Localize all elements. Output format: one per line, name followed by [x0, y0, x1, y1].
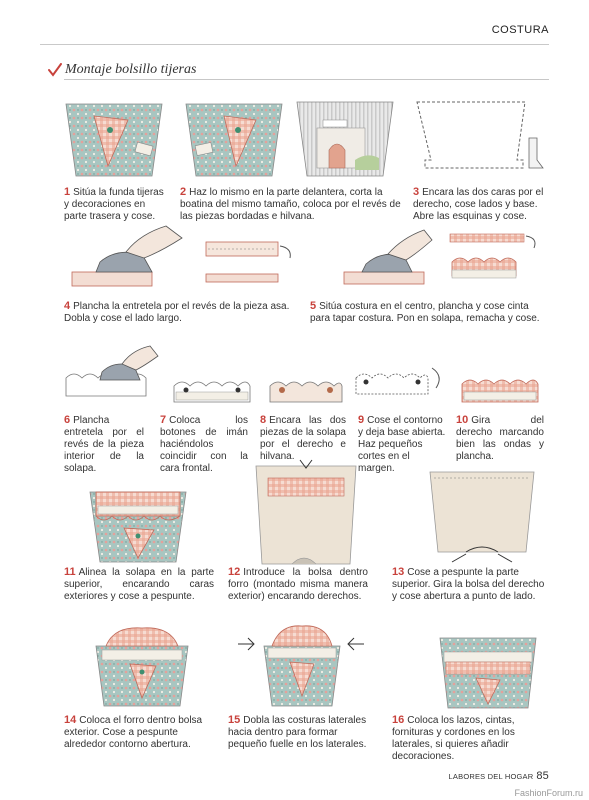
- step-5: 5 Sitúa costura en el centro, plancha y cose cinta para tapar costura. Pon en solapa, remacha y cose.: [310, 300, 540, 324]
- step-8: 8 Encara las dos piezas de la solapa por el derecho e hilvana.: [260, 414, 346, 462]
- section-label: COSTURA: [491, 24, 549, 36]
- step-14: 14 Coloca el forro dentro bolsa exterior. Cose a pespunte alrededor contorno abertura.: [64, 714, 203, 750]
- illustration-step-10: [460, 372, 540, 406]
- step-16: 16 Coloca los lazos, cintas, fornituras y cordones en los laterales, si quieres añadir decoraciones.: [392, 714, 515, 762]
- step-13: 13 Cose a pespunte la parte superior. Gira la bolsa del derecho y cose abertura a punto de lado.: [392, 566, 545, 602]
- step-6: 6 Plancha entretela por el revés de la pieza interior de la solapa.: [64, 414, 144, 474]
- illustration-step-5b: [448, 230, 548, 294]
- illustration-step-4b: [204, 234, 304, 290]
- illustration-step-13: [426, 466, 538, 566]
- title-divider: [64, 79, 549, 80]
- page-title: Montaje bolsillo tijeras: [65, 62, 197, 77]
- step-1: 1 Sitúa la funda tijeras y decoraciones en parte trasera y cose.: [64, 186, 164, 222]
- illustration-step-1: [64, 100, 164, 180]
- step-7: 7 Coloca los botones de imán haciéndolos coincidir con la cara frontal.: [160, 414, 248, 474]
- page-footer: [449, 770, 549, 782]
- step-3: 3 Encara las dos caras por el derecho, cose lados y base. Abre las esquinas y cose.: [413, 186, 544, 222]
- illustration-step-2: [184, 100, 284, 180]
- watermark: FashionForum.ru: [514, 788, 583, 798]
- illustration-step-9: [352, 360, 446, 406]
- illustration-step-16: [436, 634, 540, 710]
- illustration-step-2b: [295, 98, 395, 180]
- illustration-step-5: [342, 228, 432, 290]
- step-12: 12 Introduce la bolsa dentro forro (montado misma manera exterior) encarando derechos.: [228, 566, 368, 602]
- step-15: 15 Dobla las costuras laterales hacia dentro para formar pequeño fuelle en los laterales.: [228, 714, 367, 750]
- illustration-step-8: [268, 374, 344, 406]
- step-11: 11 Alinea la solapa en la parte superior, encarando caras exteriores y cose a pespunte.: [64, 566, 214, 602]
- illustration-step-7: [172, 374, 252, 406]
- checkmark-icon: [48, 63, 62, 77]
- magazine-name: LABORES DEL HOGAR: [448, 772, 534, 781]
- illustration-step-6: [62, 344, 162, 400]
- step-10: 10 Gira del derecho marcando bien las ondas y plancha.: [456, 414, 544, 462]
- illustration-step-12: [254, 460, 358, 568]
- title-block: [48, 62, 196, 78]
- illustration-step-11: [88, 484, 188, 564]
- illustration-step-15: [236, 618, 366, 708]
- header-divider: [40, 44, 549, 45]
- illustration-step-3: [413, 98, 553, 180]
- step-2: 2 Haz lo mismo en la parte delantera, corta la boatina del mismo tamaño, coloca por el revés de las piezas bordadas e hilvana.: [180, 186, 401, 222]
- step-4: 4 Plancha la entretela por el revés de la pieza asa. Dobla y cose el lado largo.: [64, 300, 290, 324]
- step-9: 9 Cose el contorno y deja base abierta. Haz pequeños cortes en el margen.: [358, 414, 446, 474]
- illustration-step-14: [92, 622, 192, 708]
- illustration-step-4: [70, 222, 186, 292]
- page-number: 85: [536, 770, 549, 782]
